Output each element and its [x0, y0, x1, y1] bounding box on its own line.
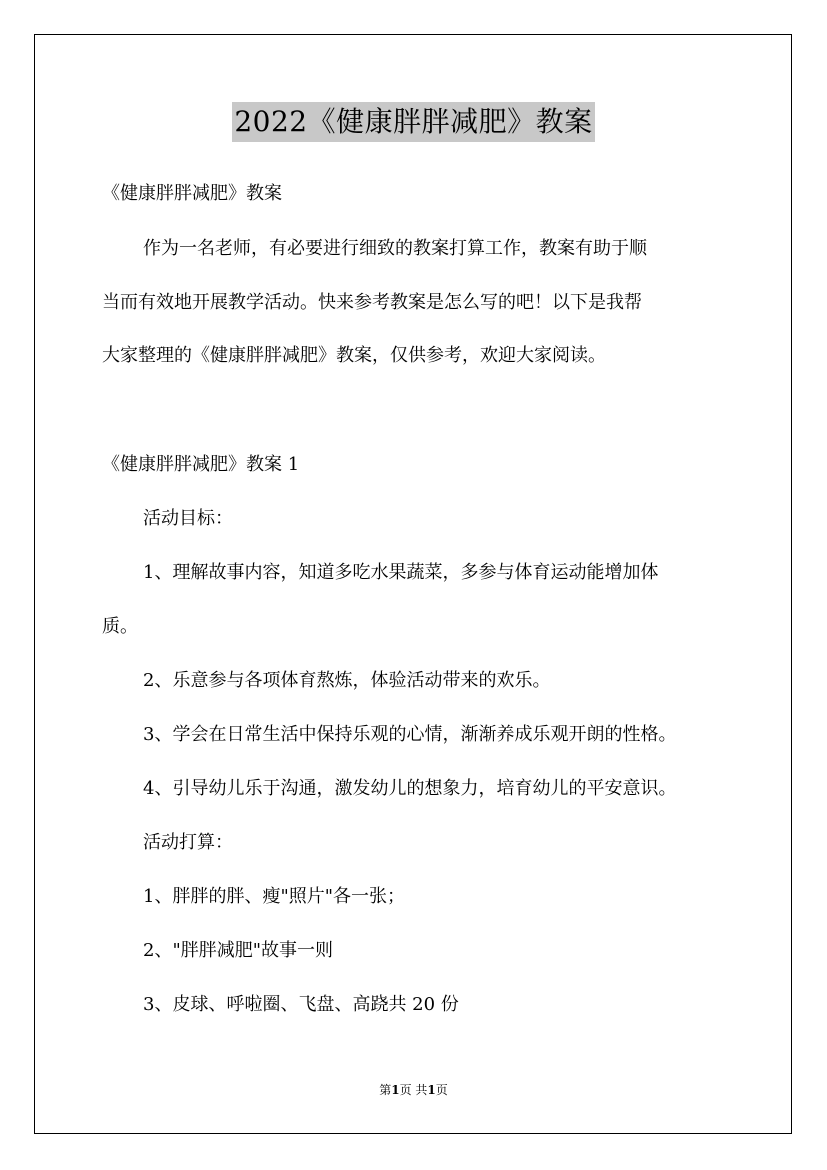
paragraph-line: 大家整理的《健康胖胖减肥》教案，仅供参考，欢迎大家阅读。	[102, 345, 606, 366]
title-container	[0, 102, 827, 142]
document-title: 2022《健康胖胖减肥》教案	[232, 102, 594, 142]
footer-page-total: 1	[427, 1083, 436, 1097]
goal-item-continuation: 质。	[102, 616, 138, 637]
footer-page-number: 1	[391, 1083, 400, 1097]
footer-prefix: 第	[379, 1083, 392, 1097]
paragraph-line: 当而有效地开展教学活动。快来参考教案是怎么写的吧！以下是我帮	[102, 292, 642, 313]
section-heading: 《健康胖胖减肥》教案 1	[102, 454, 300, 475]
goal-item: 2、乐意参与各项体育熬炼，体验活动带来的欢乐。	[143, 670, 551, 691]
prep-item: 2、"胖胖减肥"故事一则	[143, 940, 334, 961]
footer-mid: 页 共	[399, 1083, 428, 1097]
prep-item: 1、胖胖的胖、瘦"照片"各一张；	[143, 886, 406, 907]
goal-item: 1、理解故事内容，知道多吃水果蔬菜，多参与体育运动能增加体	[143, 562, 659, 583]
page-footer	[0, 1082, 827, 1098]
paragraph-line: 作为一名老师，有必要进行细致的教案打算工作，教案有助于顺	[143, 238, 647, 259]
goal-item: 3、学会在日常生活中保持乐观的心情，渐渐养成乐观开朗的性格。	[143, 724, 677, 745]
goal-item: 4、引导幼儿乐于沟通，激发幼儿的想象力，培育幼儿的平安意识。	[143, 778, 677, 799]
subtitle-line: 《健康胖胖减肥》教案	[102, 183, 282, 204]
section-label: 活动目标：	[143, 508, 233, 529]
footer-suffix: 页	[435, 1083, 448, 1097]
section-label: 活动打算：	[143, 832, 233, 853]
prep-item: 3、皮球、呼啦圈、飞盘、高跷共 20 份	[143, 994, 459, 1015]
